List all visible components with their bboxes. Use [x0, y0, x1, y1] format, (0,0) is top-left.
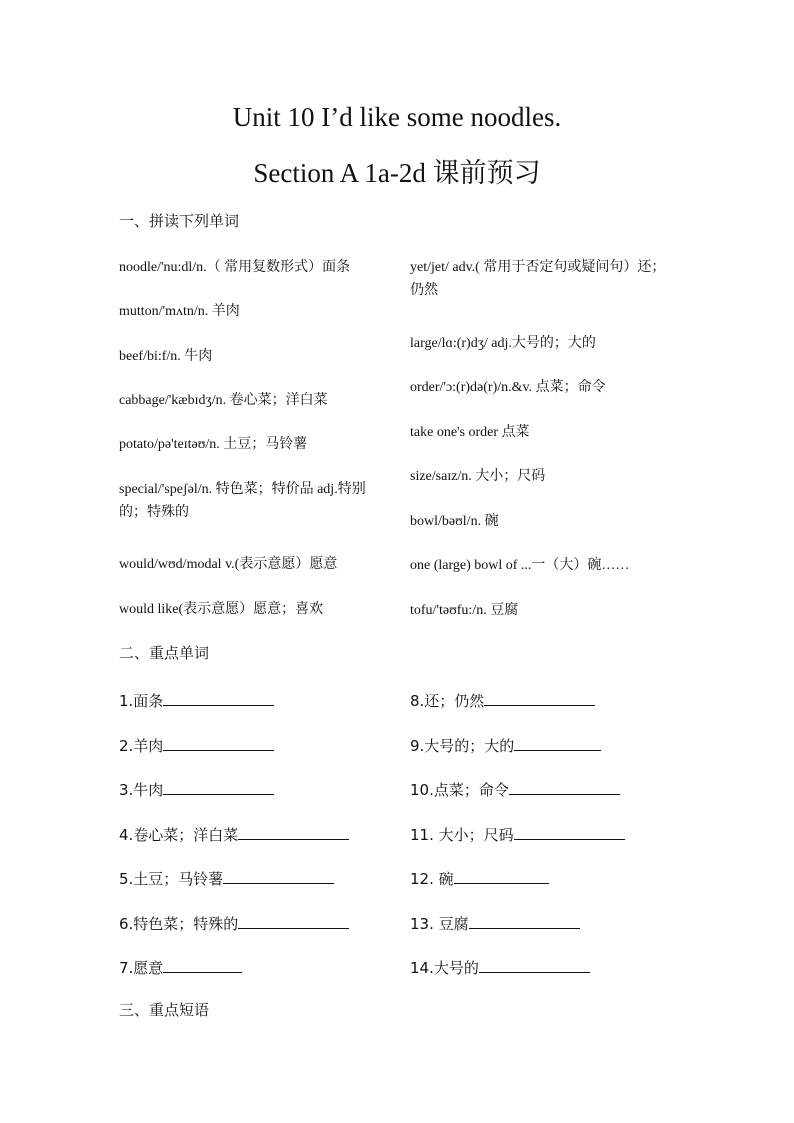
vocab-item: potato/pə'teɪtəʊ/n. 土豆；马铃薯: [119, 437, 308, 452]
exercise-item-10: [410, 780, 620, 798]
document-title: Unit 10 I’d like some noodles.: [232, 102, 562, 132]
vocab-item: noodle/'nu:dl/n.（ 常用复数形式）面条: [119, 260, 351, 275]
exercise-prompt: 10.点菜；命令: [410, 781, 509, 799]
exercise-item-8: [410, 691, 595, 709]
exercise-prompt: 3.牛肉: [119, 781, 164, 799]
answer-blank[interactable]: [514, 736, 601, 751]
answer-blank[interactable]: [514, 825, 625, 840]
exercise-item-4: [119, 825, 349, 843]
vocab-item: mutton/'mʌtn/n. 羊肉: [119, 304, 240, 319]
answer-blank[interactable]: [163, 958, 242, 973]
exercise-prompt: 7.愿意: [119, 959, 164, 977]
exercise-item-1: [119, 691, 274, 709]
exercise-prompt: 12. 碗: [410, 870, 454, 888]
section-2-heading: 二、重点单词: [119, 644, 210, 662]
answer-blank[interactable]: [479, 958, 590, 973]
exercise-item-5: [119, 869, 334, 887]
vocab-item: yet/jet/ adv.( 常用于否定句或疑问句）还；仍然: [410, 260, 666, 299]
exercise-prompt: 5.土豆；马铃薯: [119, 870, 224, 888]
section-1-heading: 一、拼读下列单词: [119, 212, 240, 230]
answer-blank[interactable]: [509, 780, 620, 795]
vocab-item: special/'speʃəl/n. 特色菜；特价品 adj.特别的；特殊的: [119, 482, 366, 521]
answer-blank[interactable]: [484, 691, 595, 706]
answer-blank[interactable]: [163, 780, 274, 795]
vocab-item: would/wʊd/modal v.(表示意愿）愿意: [119, 557, 338, 572]
vocab-item: cabbage/'kæbɪdʒ/n. 卷心菜；洋白菜: [119, 393, 328, 408]
answer-blank[interactable]: [454, 869, 549, 884]
exercise-item-6: [119, 914, 349, 932]
exercise-item-2: [119, 736, 274, 754]
answer-blank[interactable]: [238, 825, 349, 840]
exercise-item-9: [410, 736, 601, 754]
document-subtitle: Section A 1a-2d 课前预习: [253, 158, 541, 188]
vocab-item: take one's order 点菜: [410, 425, 530, 440]
vocab-item: bowl/bəʊl/n. 碗: [410, 514, 499, 529]
answer-blank[interactable]: [223, 869, 334, 884]
section-3-heading: 三、重点短语: [119, 1001, 210, 1019]
exercise-item-13: [410, 914, 580, 932]
exercise-item-12: [410, 869, 549, 887]
exercise-prompt: 4.卷心菜；洋白菜: [119, 826, 239, 844]
exercise-prompt: 14.大号的: [410, 959, 479, 977]
exercise-prompt: 11. 大小；尺码: [410, 826, 514, 844]
exercise-item-3: [119, 780, 274, 798]
exercise-prompt: 2.羊肉: [119, 737, 164, 755]
exercise-item-7: [119, 958, 242, 976]
answer-blank[interactable]: [163, 736, 274, 751]
vocab-item: beef/bi:f/n. 牛肉: [119, 349, 213, 364]
answer-blank[interactable]: [238, 914, 349, 929]
vocab-item: order/'ɔ:(r)də(r)/n.&v. 点菜；命令: [410, 380, 606, 395]
exercise-prompt: 13. 豆腐: [410, 915, 469, 933]
answer-blank[interactable]: [469, 914, 580, 929]
exercise-item-14: [410, 958, 590, 976]
vocab-item: would like(表示意愿）愿意；喜欢: [119, 602, 324, 617]
vocab-item: one (large) bowl of ...一（大）碗……: [410, 558, 630, 573]
exercise-prompt: 9.大号的；大的: [410, 737, 515, 755]
exercise-item-11: [410, 825, 625, 843]
answer-blank[interactable]: [163, 691, 274, 706]
vocab-item: size/saɪz/n. 大小；尺码: [410, 469, 546, 484]
exercise-prompt: 6.特色菜；特殊的: [119, 915, 239, 933]
exercise-prompt: 8.还；仍然: [410, 692, 485, 710]
exercise-prompt: 1.面条: [119, 692, 164, 710]
vocab-item: tofu/'təʊfu:/n. 豆腐: [410, 603, 519, 618]
vocab-item: large/lɑ:(r)dʒ/ adj.大号的；大的: [410, 336, 596, 351]
